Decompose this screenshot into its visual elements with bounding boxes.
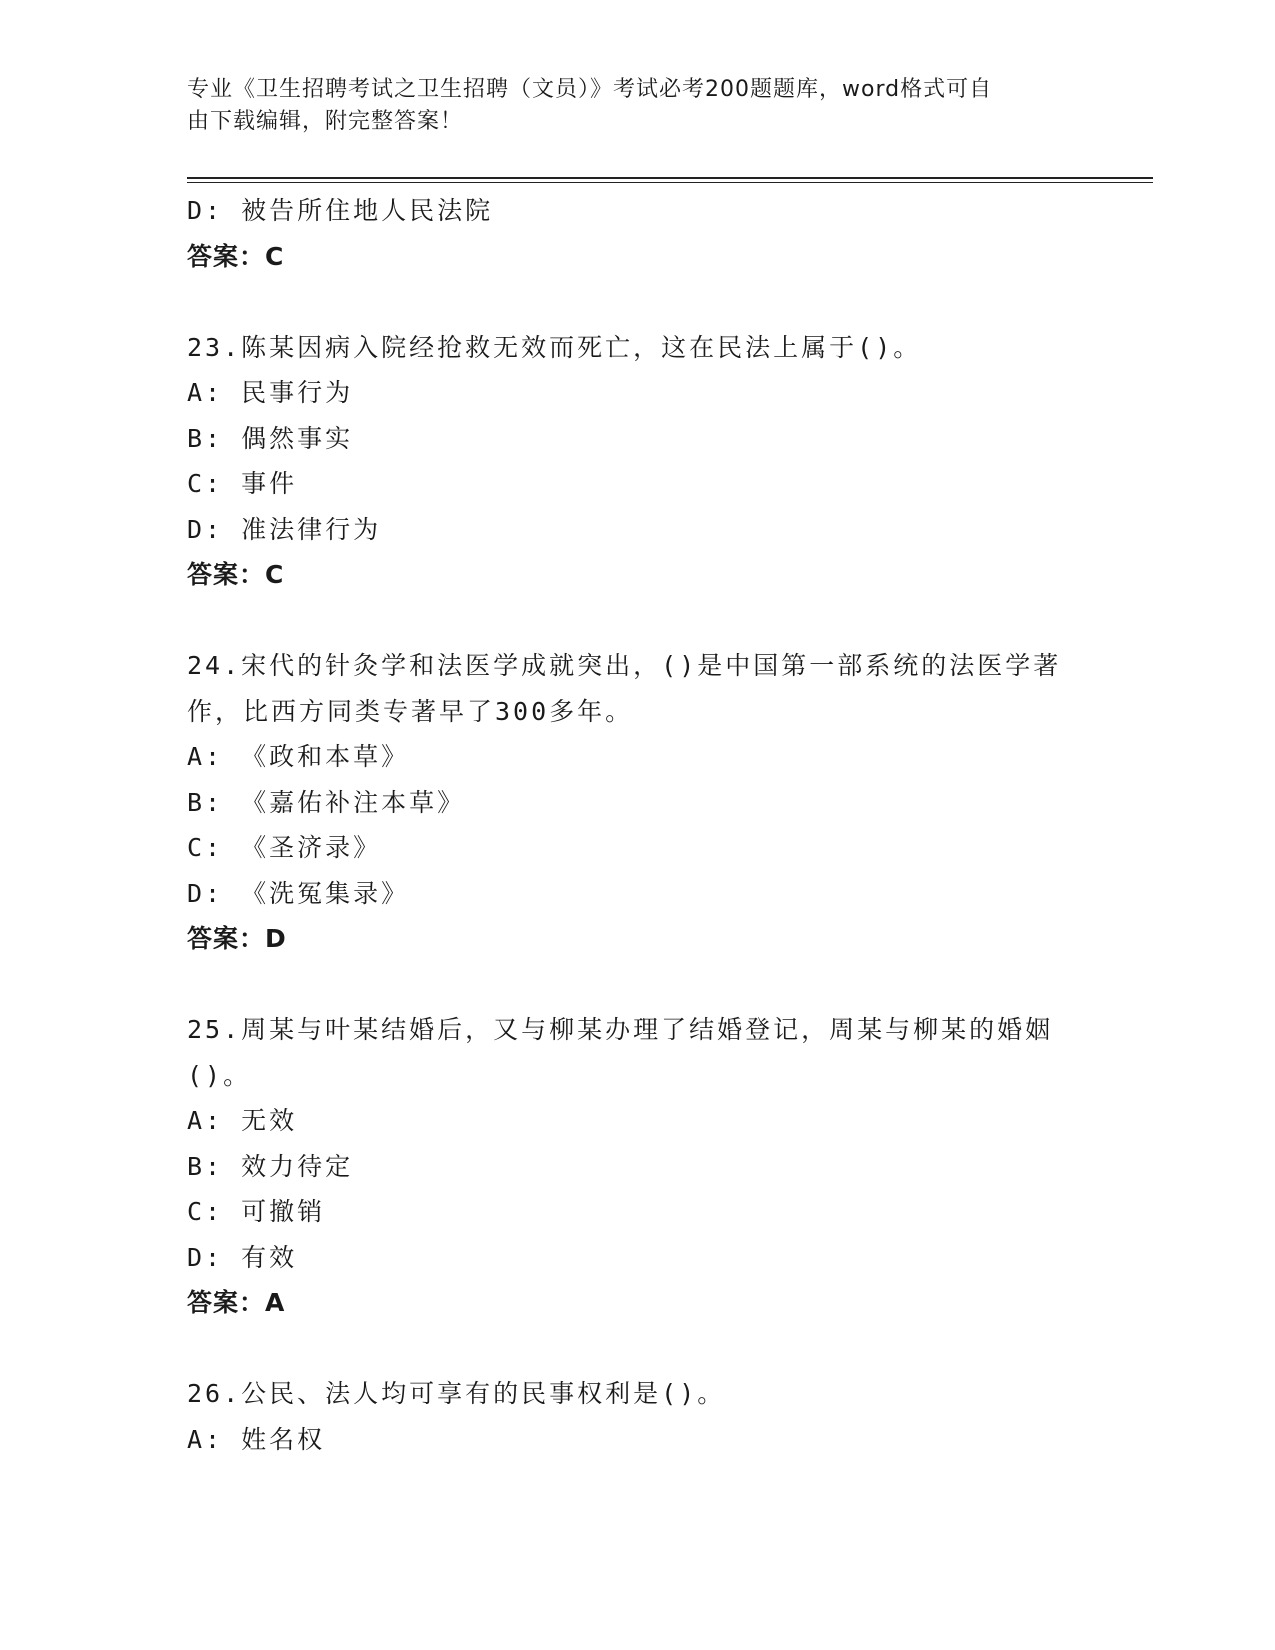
spacer <box>187 279 1087 325</box>
document-header <box>187 74 1067 138</box>
question-26 <box>187 1371 1087 1462</box>
header-line-2: 由下载编辑，附完整答案！ <box>187 109 464 134</box>
spacer <box>187 598 1087 644</box>
option-b: B: 效力待定 <box>187 1151 354 1181</box>
header-divider-thin <box>187 182 1153 183</box>
question-text: 26.公民、法人均可享有的民事权利是()。 <box>187 1379 726 1408</box>
question-text-line-1: 25.周某与叶某结婚后，又与柳某办理了结婚登记，周某与柳某的婚姻 <box>187 1015 1054 1044</box>
option-d: D: 《洗冤集录》 <box>187 878 410 908</box>
option-b: B: 《嘉佑补注本草》 <box>187 787 466 817</box>
question-25 <box>187 1007 1087 1326</box>
spacer <box>187 962 1087 1008</box>
question-23 <box>187 325 1087 598</box>
question-text-line-2: ()。 <box>187 1060 252 1090</box>
spacer <box>187 1326 1087 1372</box>
answer: 答案：D <box>187 924 287 953</box>
option-d: D: 准法律行为 <box>187 514 382 544</box>
option-a: A: 《政和本草》 <box>187 742 410 771</box>
prev-answer: 答案：C <box>187 241 285 271</box>
option-a: A: 民事行为 <box>187 378 354 407</box>
option-a: A: 姓名权 <box>187 1424 326 1454</box>
prev-option-d: D: 被告所住地人民法院 <box>187 196 494 225</box>
question-text-line-1: 24.宋代的针灸学和法医学成就突出，()是中国第一部系统的法医学著 <box>187 651 1062 680</box>
answer: 答案：C <box>187 560 285 589</box>
question-list <box>187 188 1087 1462</box>
option-d: D: 有效 <box>187 1242 298 1272</box>
option-c: C: 事件 <box>187 469 298 498</box>
option-b: B: 偶然事实 <box>187 423 354 453</box>
question-24 <box>187 643 1087 962</box>
option-c: C: 《圣济录》 <box>187 833 382 862</box>
question-text: 23.陈某因病入院经抢救无效而死亡，这在民法上属于()。 <box>187 332 922 362</box>
option-a: A: 无效 <box>187 1106 298 1135</box>
option-c: C: 可撤销 <box>187 1197 326 1226</box>
header-divider-thick <box>187 177 1153 179</box>
answer: 答案：A <box>187 1288 286 1317</box>
header-line-1: 专业《卫生招聘考试之卫生招聘（文员）》考试必考200题题库，word格式可自 <box>187 77 993 102</box>
question-text-line-2: 作，比西方同类专著早了300多年。 <box>187 696 634 726</box>
